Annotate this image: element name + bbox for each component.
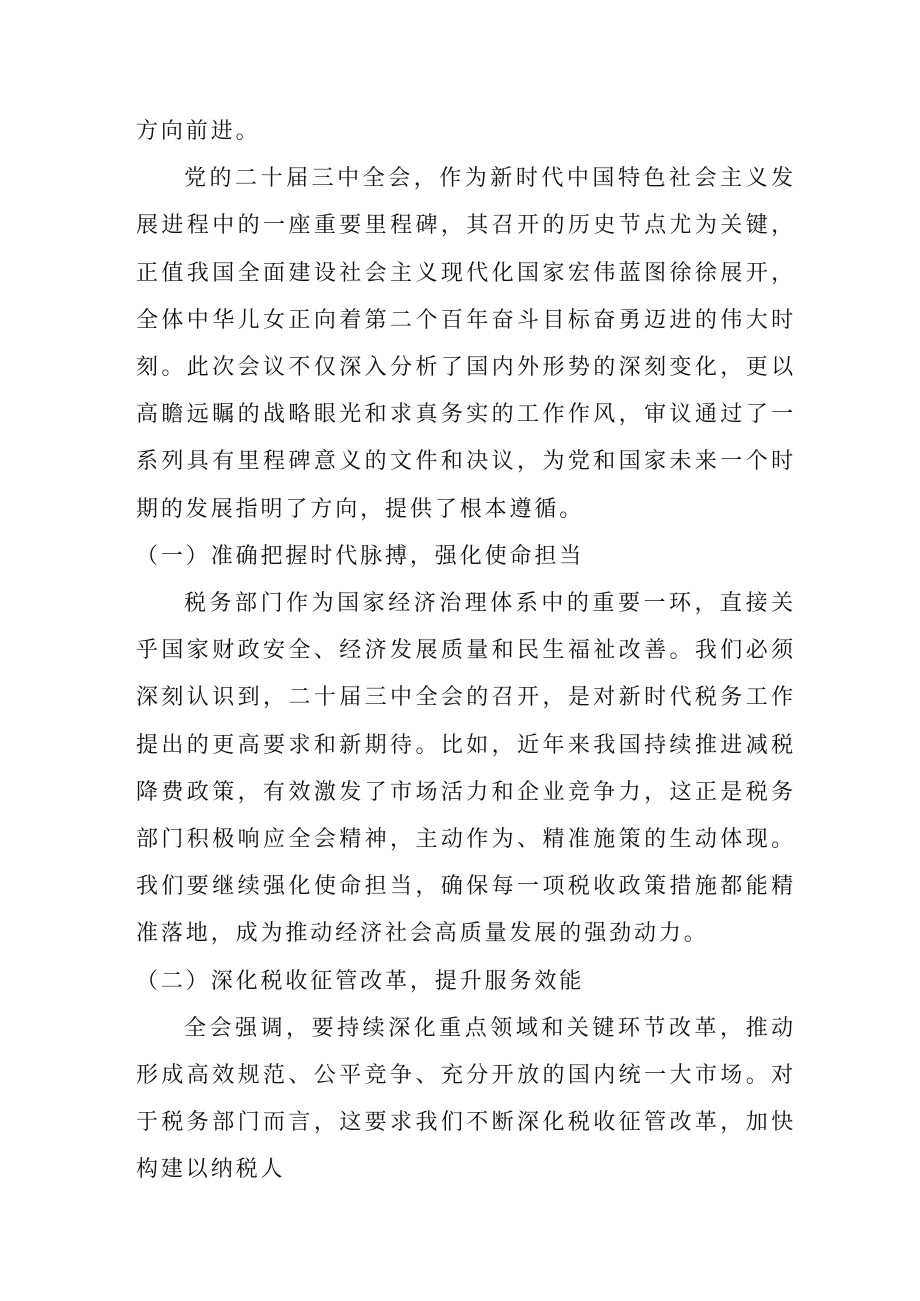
document-body bbox=[136, 108, 796, 1194]
section-heading-2: （二）深化税收征管改革，提升服务效能 bbox=[136, 968, 585, 994]
paragraph-tax-reform: 全会强调，要持续深化重点领域和关键环节改革，推动形成高效规范、公平竞争、充分开放的国内统一大市场。对于税务部门而言，这要求我们不断深化税收征管改革，加快构建以纳税人 bbox=[136, 1015, 796, 1183]
paragraph-plenary-session: 党的二十届三中全会，作为新时代中国特色社会主义发展进程中的一座重要里程碑，其召开的历史节点尤为关键，正值我国全面建设社会主义现代化国家宏伟蓝图徐徐展开，全体中华儿女正向着第二个百年奋斗目标奋勇迈进的伟大时刻。此次会议不仅深入分析了国内外形势的深刻变化，更以高瞻远瞩的战略眼光和求真务实的工作作风，审议通过了一系列具有里程碑意义的文件和决议，为党和国家未来一个时期的发展指明了方向，提供了根本遵循。 bbox=[136, 166, 796, 522]
paragraph-tax-mission: 税务部门作为国家经济治理体系中的重要一环，直接关乎国家财政安全、经济发展质量和民生福祉改善。我们必须深刻认识到，二十届三中全会的召开，是对新时代税务工作提出的更高要求和新期待。比如，近年来我国持续推进减税降费政策，有效激发了市场活力和企业竞争力，这正是税务部门积极响应全会精神，主动作为、精准施策的生动体现。我们要继续强化使命担当，确保每一项税收政策措施都能精准落地，成为推动经济社会高质量发展的强劲动力。 bbox=[136, 591, 796, 947]
section-heading-1: （一）准确把握时代脉搏，强化使命担当 bbox=[136, 543, 585, 569]
paragraph-continuation: 方向前进。 bbox=[136, 119, 261, 144]
